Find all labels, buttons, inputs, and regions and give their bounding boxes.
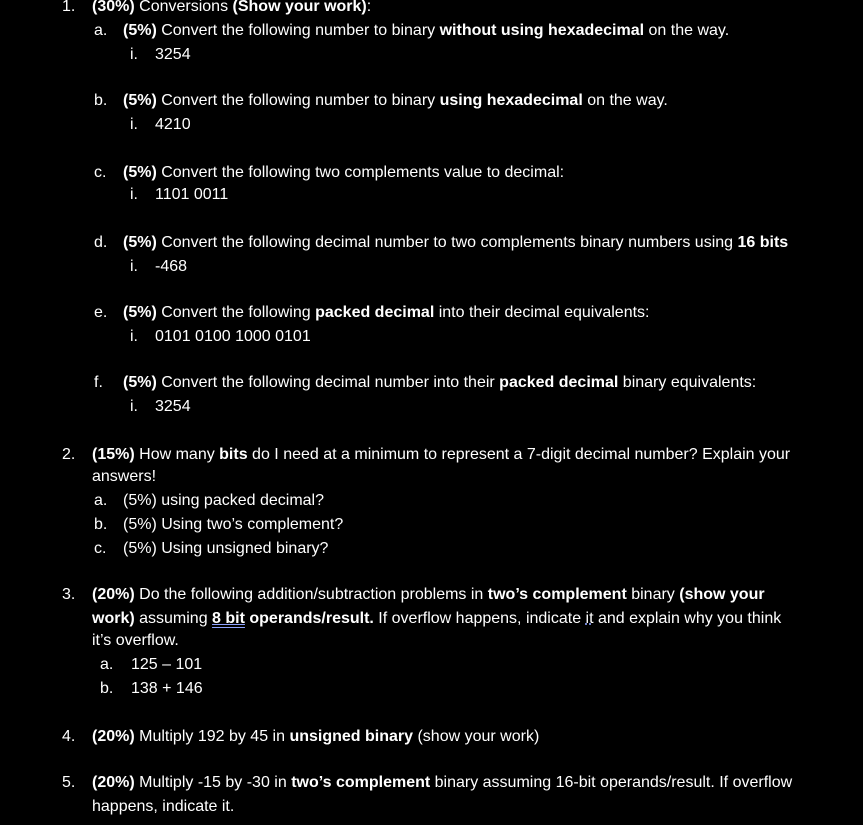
q3a-text: 125 – 101 bbox=[131, 656, 203, 673]
q1b-value: 4210 bbox=[155, 116, 191, 133]
q1-number: 1. bbox=[62, 0, 76, 15]
q4-bold: unsigned binary bbox=[289, 728, 414, 745]
q4-percent: (20%) bbox=[92, 728, 135, 745]
q1b-text bbox=[123, 90, 668, 112]
q1d-bold: 16 bits bbox=[737, 234, 789, 251]
q1a-value: 3254 bbox=[155, 46, 191, 63]
q1d-letter: d. bbox=[94, 234, 108, 251]
q2-number: 2. bbox=[62, 446, 76, 463]
q1e-value: 0101 0100 1000 0101 bbox=[155, 328, 311, 345]
q1d-value: -468 bbox=[155, 258, 188, 275]
q1b-percent: (5%) bbox=[123, 92, 157, 109]
q1f-text bbox=[123, 372, 756, 394]
q3-l1-bold1: two’s complement bbox=[487, 586, 627, 603]
q3-l2-dotted: it bbox=[585, 610, 594, 627]
q1-percent: (30%) bbox=[92, 0, 135, 15]
q2b-text: (5%) Using two’s complement? bbox=[123, 516, 344, 533]
q3-l2-pre: assuming bbox=[134, 610, 213, 627]
q1-colon: : bbox=[366, 0, 372, 15]
q1d-pre: Convert the following decimal number to two complements binary numbers using bbox=[156, 234, 738, 251]
q1e-percent: (5%) bbox=[123, 304, 157, 321]
q3b-letter: b. bbox=[100, 680, 114, 697]
q1a-post: on the way. bbox=[644, 22, 730, 39]
q4-pre: Multiply 192 by 45 in bbox=[134, 728, 290, 745]
q1e-letter: e. bbox=[94, 304, 108, 321]
q3-l2-bold1: work) bbox=[92, 610, 135, 627]
q2-bold: bits bbox=[219, 446, 248, 463]
q1d-text bbox=[123, 232, 788, 254]
q2-text-line1 bbox=[92, 444, 790, 466]
q5-post: binary assuming 16-bit operands/result. If overflow bbox=[430, 774, 793, 791]
q2a-text: (5%) using packed decimal? bbox=[123, 492, 324, 509]
q1c-text bbox=[123, 162, 564, 184]
q1a-sub-num: i. bbox=[130, 46, 138, 63]
q5-pre: Multiply -15 by -30 in bbox=[134, 774, 292, 791]
q2-percent: (15%) bbox=[92, 446, 135, 463]
q1f-bold: packed decimal bbox=[499, 374, 619, 391]
q1a-letter: a. bbox=[94, 22, 108, 39]
q1a-bold: without using hexadecimal bbox=[439, 22, 645, 39]
q2-pre: How many bbox=[134, 446, 220, 463]
q3-l1-mid: binary bbox=[626, 586, 680, 603]
q1e-sub-num: i. bbox=[130, 328, 138, 345]
q2-text-line2: answers! bbox=[92, 468, 157, 485]
q1c-value: 1101 0011 bbox=[155, 186, 229, 203]
q3-text-line3: it’s overflow. bbox=[92, 632, 179, 649]
q1d-sub-num: i. bbox=[130, 258, 138, 275]
q1e-bold: packed decimal bbox=[315, 304, 435, 321]
q1b-bold: using hexadecimal bbox=[439, 92, 583, 109]
q3b-text: 138 + 146 bbox=[131, 680, 203, 697]
q4-text bbox=[92, 726, 539, 748]
q1a-text bbox=[123, 20, 729, 42]
q3a-letter: a. bbox=[100, 656, 114, 673]
q3-text-line1 bbox=[92, 584, 765, 606]
q1c-pre: Convert the following two complements value to decimal: bbox=[156, 164, 565, 181]
q1f-sub-num: i. bbox=[130, 398, 138, 415]
q1b-post: on the way. bbox=[582, 92, 668, 109]
q1c-sub-num: i. bbox=[130, 186, 138, 203]
q5-bold: two’s complement bbox=[291, 774, 431, 791]
q3-l1-pre: Do the following addition/subtraction problems in bbox=[134, 586, 488, 603]
q2c-text: (5%) Using unsigned binary? bbox=[123, 540, 329, 557]
q1e-post: into their decimal equivalents: bbox=[434, 304, 650, 321]
q5-percent: (20%) bbox=[92, 774, 135, 791]
q5-text-line2: happens, indicate it. bbox=[92, 798, 235, 815]
q3-text-line2 bbox=[92, 608, 781, 630]
q1f-post: binary equivalents: bbox=[618, 374, 757, 391]
q2a-letter: a. bbox=[94, 492, 108, 509]
q1e-pre: Convert the following bbox=[156, 304, 316, 321]
q4-number: 4. bbox=[62, 728, 76, 745]
q5-text-line1 bbox=[92, 772, 792, 794]
q4-post: (show your work) bbox=[413, 728, 540, 745]
q1e-text bbox=[123, 302, 650, 324]
q2-post: do I need at a minimum to represent a 7-digit decimal number? Explain your bbox=[247, 446, 791, 463]
q3-l2-underlined: 8 bit bbox=[212, 610, 245, 627]
q1-heading bbox=[92, 0, 371, 18]
q1f-percent: (5%) bbox=[123, 374, 157, 391]
q1a-percent: (5%) bbox=[123, 22, 157, 39]
q1c-letter: c. bbox=[94, 164, 107, 181]
q2c-letter: c. bbox=[94, 540, 107, 557]
q3-l2-mid: If overflow happens, indicate bbox=[373, 610, 586, 627]
q1b-sub-num: i. bbox=[130, 116, 138, 133]
q3-number: 3. bbox=[62, 586, 76, 603]
q1a-pre: Convert the following number to binary bbox=[156, 22, 440, 39]
q1f-pre: Convert the following decimal number into their bbox=[156, 374, 500, 391]
q1c-percent: (5%) bbox=[123, 164, 157, 181]
q1b-pre: Convert the following number to binary bbox=[156, 92, 440, 109]
q3-l2-bold2: operands/result. bbox=[244, 610, 374, 627]
q1f-letter: f. bbox=[94, 374, 103, 391]
q3-l2-post: and explain why you think bbox=[593, 610, 782, 627]
q2b-letter: b. bbox=[94, 516, 108, 533]
q1d-percent: (5%) bbox=[123, 234, 157, 251]
q1f-value: 3254 bbox=[155, 398, 191, 415]
q1-show-work: (Show your work) bbox=[232, 0, 367, 15]
q5-number: 5. bbox=[62, 774, 76, 791]
q1b-letter: b. bbox=[94, 92, 108, 109]
q3-percent: (20%) bbox=[92, 586, 135, 603]
q1-title: Conversions bbox=[134, 0, 233, 15]
q3-l1-bold2: (show your bbox=[679, 586, 765, 603]
